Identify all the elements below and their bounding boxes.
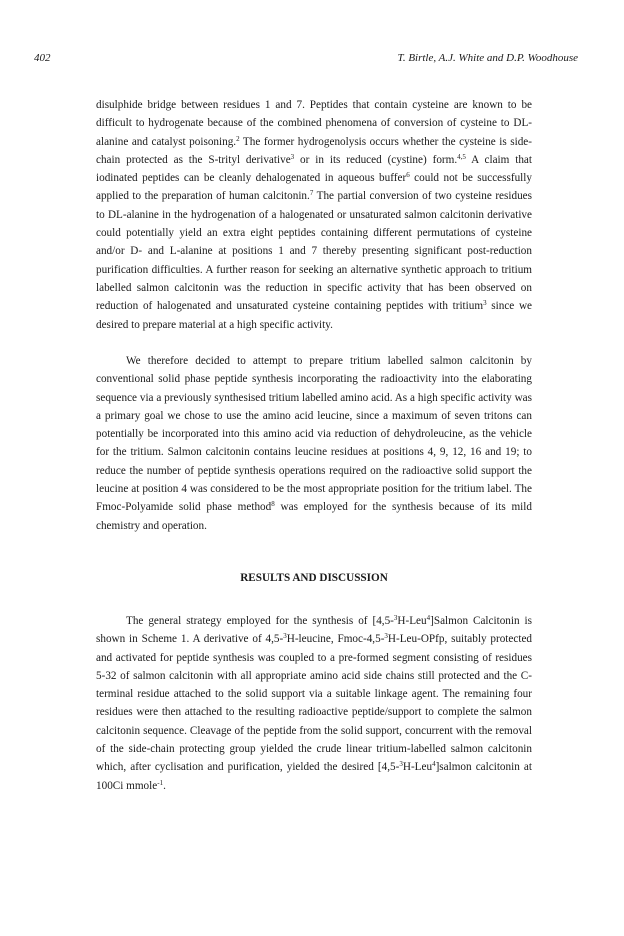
isotope-superscript: 3 — [393, 614, 398, 622]
text-run: ]Salmon Calcitonin is shown in Scheme 1. A derivative of 4,5- — [96, 615, 532, 646]
citation-superscript: 3 — [483, 299, 487, 308]
paragraph-text — [96, 96, 532, 334]
paragraph-text — [96, 612, 532, 795]
text-run: H-Leu — [397, 615, 427, 627]
paragraph-1 — [96, 96, 532, 334]
isotope-superscript: 3 — [399, 760, 403, 769]
citation-superscript: 7 — [309, 189, 314, 198]
running-head: T. Birtle, A.J. White and D.P. Woodhouse — [397, 52, 578, 64]
text-run: could not be successfully applied to the preparation of human calcitonin. — [96, 172, 532, 203]
page-number: 402 — [34, 52, 51, 64]
text-run: H-leucine, Fmoc-4,5- — [286, 633, 385, 646]
text-run: H-Leu-OPfp, suitably protected and activated for peptide synthesis was coupled to a pre-formed segment consisting of residues 5-32 of salmon calcitonin with all appropriate amino acid side chains still protected and the C-terminal residue attached to the solid support via a suitable linkage agent. The remaining four residues were then attached to the resulting radioactive peptide/support to complete the salmon calcitonin sequence. Cleavage of the peptide from the solid support, concurrent with the removal of the side-chain protecting group yielded the crude linear tritium-labelled salmon calcitonin which, after cyclisation and purification, yielded the desired [4,5- — [96, 633, 532, 774]
text-run: A claim that iodinated peptides can be cleanly dehalogenated in aqueous buffer — [96, 153, 533, 185]
paragraph-3 — [96, 612, 532, 795]
isotope-superscript: 3 — [283, 632, 287, 641]
isotope-superscript: 3 — [384, 632, 388, 641]
page-header — [34, 52, 578, 68]
citation-superscript: 4,5 — [457, 152, 466, 161]
text-run: . — [163, 779, 166, 792]
text-run: We therefore decided to attempt to prepare tritium labelled salmon calcitonin by conventional solid phase peptide synthesis incorporating the radioactivity into the elaborating sequence via a previously synthesised tritium labelled amino acid. As a high specific activity was a primary goal we chose to use the amino acid leucine, since a maximum of seven tritons can potentially be incorporated into this amino acid via reduction of dehydroleucine, as the vehicle for the tritium. Salmon calcitonin contains leucine residues at positions 4, 9, 12, 16 and 19; to reduce the number of peptide synthesis operations required on the radioactive solid support the leucine at position 4 was considered to be the most appropriate position for the tritium label. The Fmoc-Polyamide solid phase method — [96, 355, 532, 514]
text-run: H-Leu — [402, 761, 433, 774]
paragraph-text — [96, 352, 532, 535]
section-heading: RESULTS AND DISCUSSION — [240, 572, 388, 584]
position-superscript: 4 — [426, 614, 431, 622]
citation-superscript: 6 — [406, 171, 410, 180]
text-run: The partial conversion of two cysteine residues to DL-alanine in the hydrogenation of a halogenated or unsaturated salmon calcitonin derivative could potentially yield an extra eight peptides containing different permutations of cysteine and/or D- and L-alanine at positions 1 and 7 thereby presenting significant post-reduction purification difficulties. A further reason for seeking an alternative synthetic approach to tritium labelled salmon calcitonin was the reduction in specific activity that has been observed on reduction of halogenated and unsaturated cysteine containing peptides with tritium — [96, 190, 532, 313]
citation-superscript: 3 — [290, 152, 295, 161]
text-run: or in its reduced (cystine) form. — [294, 153, 458, 166]
text-run: disulphide bridge between residues 1 and 7. Peptides that contain cysteine are known to be difficult to hydrogenate because of the combined phenomena of conversion of cysteine to DL-alanine and catalyst poisoning. — [96, 99, 532, 148]
text-run: since we desired to prepare material at a high specific activity. — [96, 300, 532, 331]
citation-superscript: 2 — [236, 134, 240, 143]
text-run: The former hydrogenolysis occurs whether the cysteine is side-chain protected as the S-trityl derivative — [96, 135, 532, 166]
unit-exponent-superscript: -1 — [157, 778, 164, 787]
position-superscript: 4 — [432, 760, 436, 769]
text-run: The general strategy employed for the synthesis of [4,5- — [126, 615, 394, 627]
citation-superscript: 8 — [271, 500, 275, 509]
text-run: was employed for the synthesis because of its mild chemistry and operation. — [96, 501, 532, 532]
paragraph-2 — [96, 352, 532, 535]
text-run: ]salmon calcitonin at 100Ci mmole — [96, 761, 532, 792]
